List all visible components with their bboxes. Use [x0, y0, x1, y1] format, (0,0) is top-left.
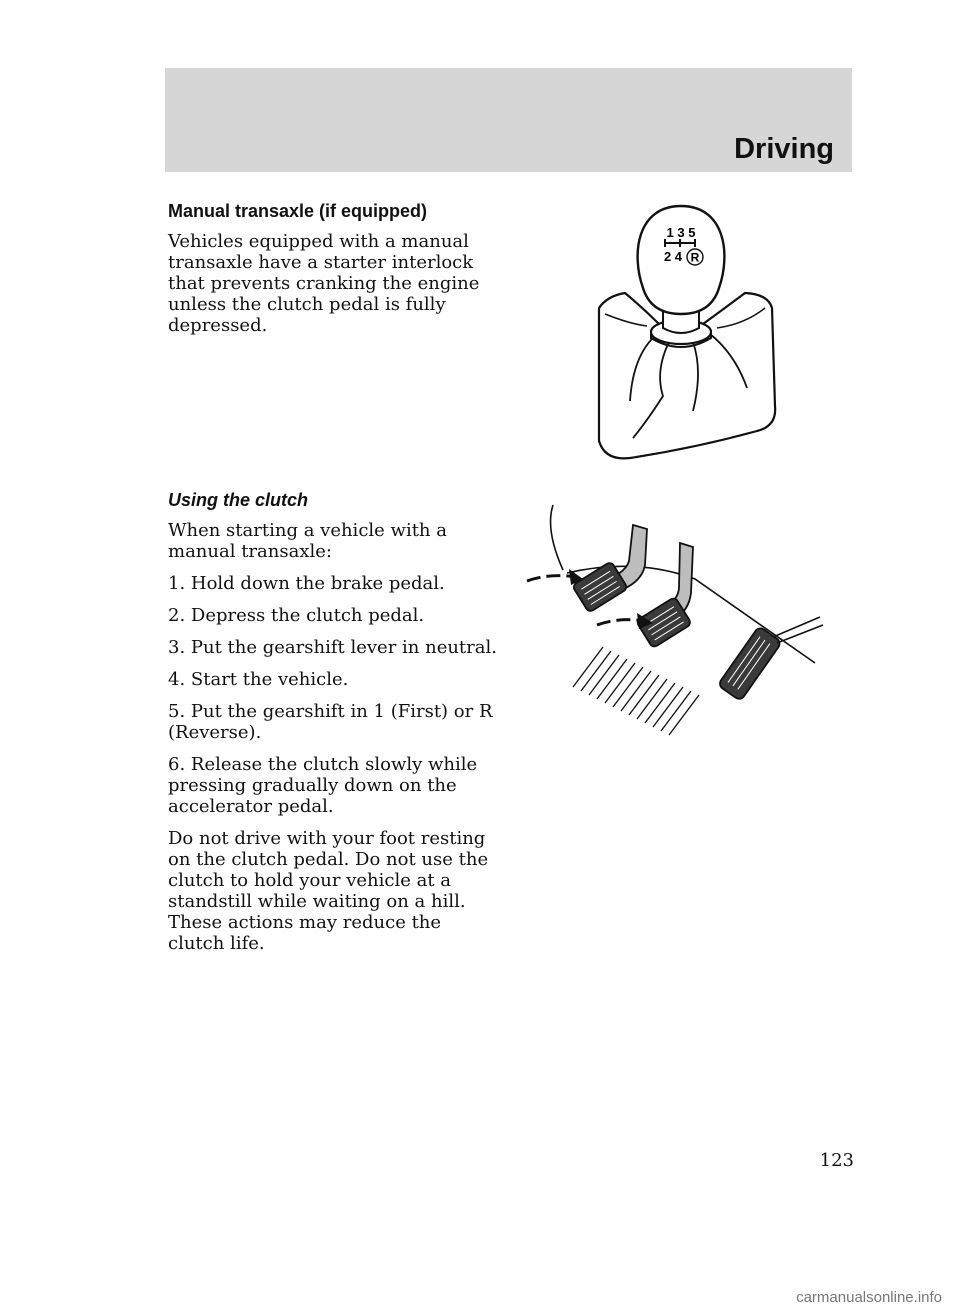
section-manual-transaxle: [168, 200, 498, 347]
gear-pattern-bottom: 2 4: [663, 249, 683, 264]
section-title: Driving: [734, 133, 834, 165]
step-5: 5. Put the gearshift in 1 (First) or R (Reverse).: [168, 701, 493, 743]
paragraph: Vehicles equipped with a manual transaxle have a starter interlock that prevents cranking the engine unless the clutch pedal is fully depressed.: [168, 231, 480, 336]
header-band: [165, 68, 852, 172]
watermark: carmanualsonline.info: [796, 1289, 942, 1306]
pedals-illustration: [515, 495, 825, 745]
gear-pattern-reverse: R: [690, 250, 700, 265]
step-2: 2. Depress the clutch pedal.: [168, 605, 425, 626]
page-number: 123: [819, 1150, 854, 1171]
paragraph: When starting a vehicle with a manual transaxle:: [168, 520, 447, 562]
paragraph-warning: Do not drive with your foot resting on the clutch pedal. Do not use the clutch to hold your vehicle at a standstill while waiting on a hill. These actions may reduce the clutch life.: [168, 828, 489, 954]
step-1: 1. Hold down the brake pedal.: [168, 573, 445, 594]
step-3: 3. Put the gearshift lever in neutral.: [168, 637, 497, 658]
step-4: 4. Start the vehicle.: [168, 669, 349, 690]
step-6: 6. Release the clutch slowly while pressing gradually down on the accelerator pedal.: [168, 754, 478, 817]
heading-manual-transaxle: Manual transaxle (if equipped): [168, 201, 428, 221]
section-using-clutch: [168, 489, 498, 965]
heading-using-clutch: Using the clutch: [168, 490, 309, 510]
gear-shift-knob-illustration: [585, 196, 785, 466]
gear-pattern-top: 1 3 5: [666, 225, 696, 240]
